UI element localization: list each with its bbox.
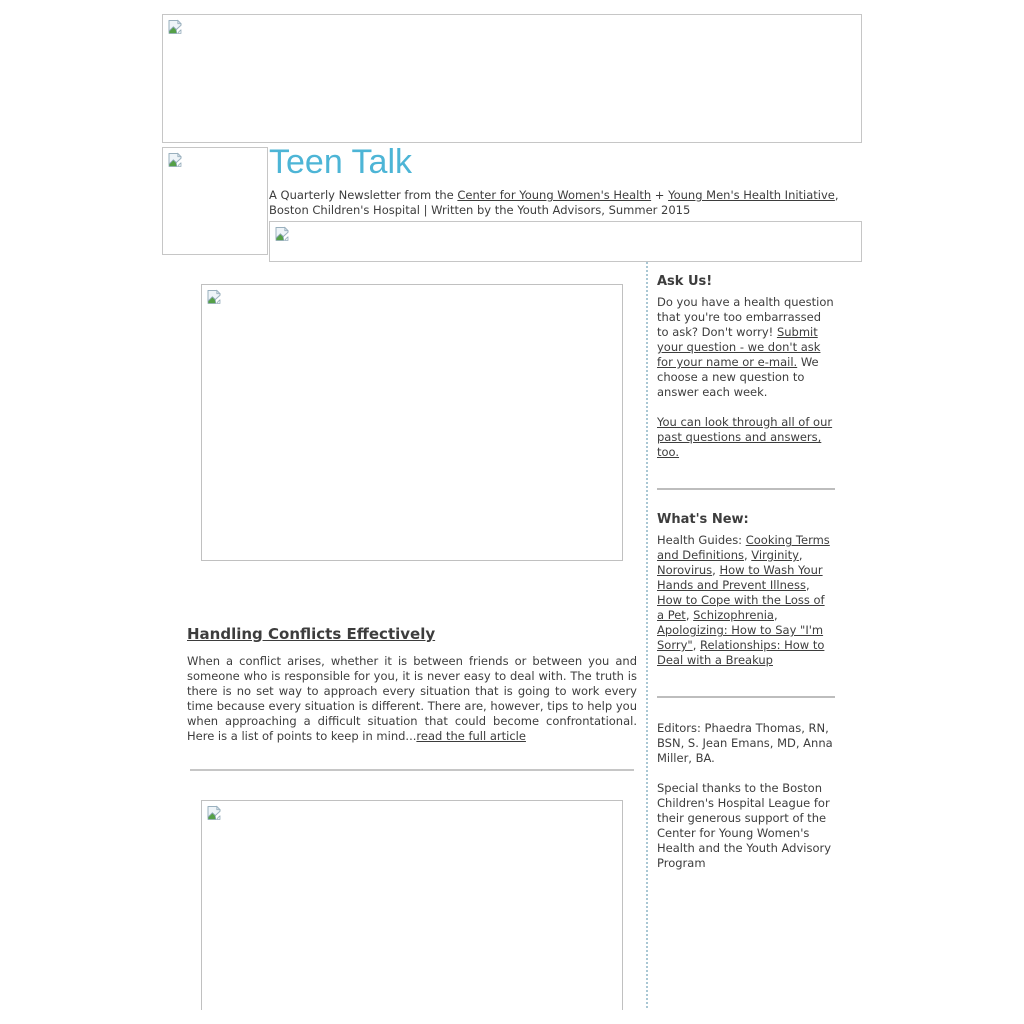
broken-image-icon: [274, 226, 290, 242]
article-body: [187, 654, 637, 744]
young-mens-health-initiative-link[interactable]: Young Men's Health Initiative: [668, 188, 835, 202]
broken-image-icon: [167, 19, 183, 35]
article-heading-link[interactable]: Handling Conflicts Effectively: [187, 625, 436, 643]
sidebar-divider: [657, 488, 835, 490]
main-content-area: [162, 262, 862, 1010]
guide-link-apologizing[interactable]: Apologizing: How to Say "I'm Sorry": [657, 623, 824, 652]
health-guides-label: Health Guides:: [657, 533, 746, 547]
past-questions-link[interactable]: You can look through all of our past questions and answers, too.: [657, 415, 833, 459]
article-text: When a conflict arises, whether it is between friends or between you and someone who is responsible for you, it is never easy to deal with. The truth is there is no set way to approach every situation that is going to work every time because every situation is different. There are, however, tips to help you when approaching a difficult situation that could become confrontational. Here is a list of points to keep in mind...: [187, 654, 637, 743]
broken-image-icon: [206, 805, 222, 821]
ask-us-text: [657, 295, 835, 400]
ask-us-heading: Ask Us!: [657, 274, 713, 289]
header-banner-image: [162, 14, 862, 143]
broken-image-icon: [167, 152, 183, 168]
submit-question-link[interactable]: Submit your question - we don't ask for your name or e-mail.: [657, 325, 821, 369]
past-questions-paragraph: [657, 415, 835, 460]
list-separator: ,: [712, 563, 720, 577]
broken-image-icon: [206, 289, 222, 305]
sidebar-divider: [657, 696, 835, 698]
special-thanks: Special thanks to the Boston Children's Hospital League for their generous support of the Center for Young Women's Health and the Youth Advisory Program: [657, 781, 832, 870]
second-article-image: [201, 800, 623, 1010]
subtitle-joiner: +: [651, 188, 669, 202]
guide-link-loss-of-pet[interactable]: How to Cope with the Loss of a Pet: [657, 593, 825, 622]
header-sub-banner-image: [269, 221, 862, 262]
list-separator: ,: [743, 548, 752, 562]
subtitle-text: A Quarterly Newsletter from the: [269, 188, 458, 202]
guide-link-schizophrenia[interactable]: Schizophrenia: [693, 608, 774, 622]
article-image: [201, 284, 623, 561]
list-separator: ,: [692, 638, 700, 652]
guide-link-wash-hands[interactable]: How to Wash Your Hands and Prevent Illness: [657, 563, 823, 592]
newsletter-page: [162, 0, 862, 1010]
list-separator: ,: [685, 608, 694, 622]
logo-image: [162, 147, 268, 255]
list-separator: ,: [805, 578, 810, 592]
guide-link-cooking-terms[interactable]: Cooking Terms and Definitions: [657, 533, 830, 562]
list-separator: ,: [773, 608, 778, 622]
whats-new-heading: What's New:: [657, 512, 749, 527]
read-full-article-link[interactable]: read the full article: [416, 729, 526, 743]
guide-link-breakup[interactable]: Relationships: How to Deal with a Breakup: [657, 638, 825, 667]
whats-new-list: [657, 533, 835, 668]
editors-credit: Editors: Phaedra Thomas, RN, BSN, S. Jean Emans, MD, Anna Miller, BA.: [657, 721, 833, 765]
list-separator: ,: [798, 548, 803, 562]
ask-us-outro: We choose a new question to answer each week.: [657, 355, 819, 399]
article-divider: [190, 769, 634, 771]
subtitle-text: , Boston Children's Hospital | Written by the Youth Advisors, Summer 2015: [269, 188, 839, 217]
newsletter-subtitle: [269, 188, 862, 217]
center-young-womens-health-link[interactable]: Center for Young Women's Health: [457, 188, 652, 202]
guide-link-norovirus[interactable]: Norovirus: [657, 563, 713, 577]
page-title: Teen Talk: [269, 143, 413, 181]
header-text-block: [268, 143, 862, 262]
guide-link-virginity[interactable]: Virginity: [751, 548, 799, 562]
article-column: [162, 262, 646, 1010]
ask-us-intro: Do you have a health question that you're too embarrassed to ask? Don't worry!: [657, 295, 834, 339]
sidebar: [646, 262, 862, 1010]
header: [162, 143, 862, 262]
